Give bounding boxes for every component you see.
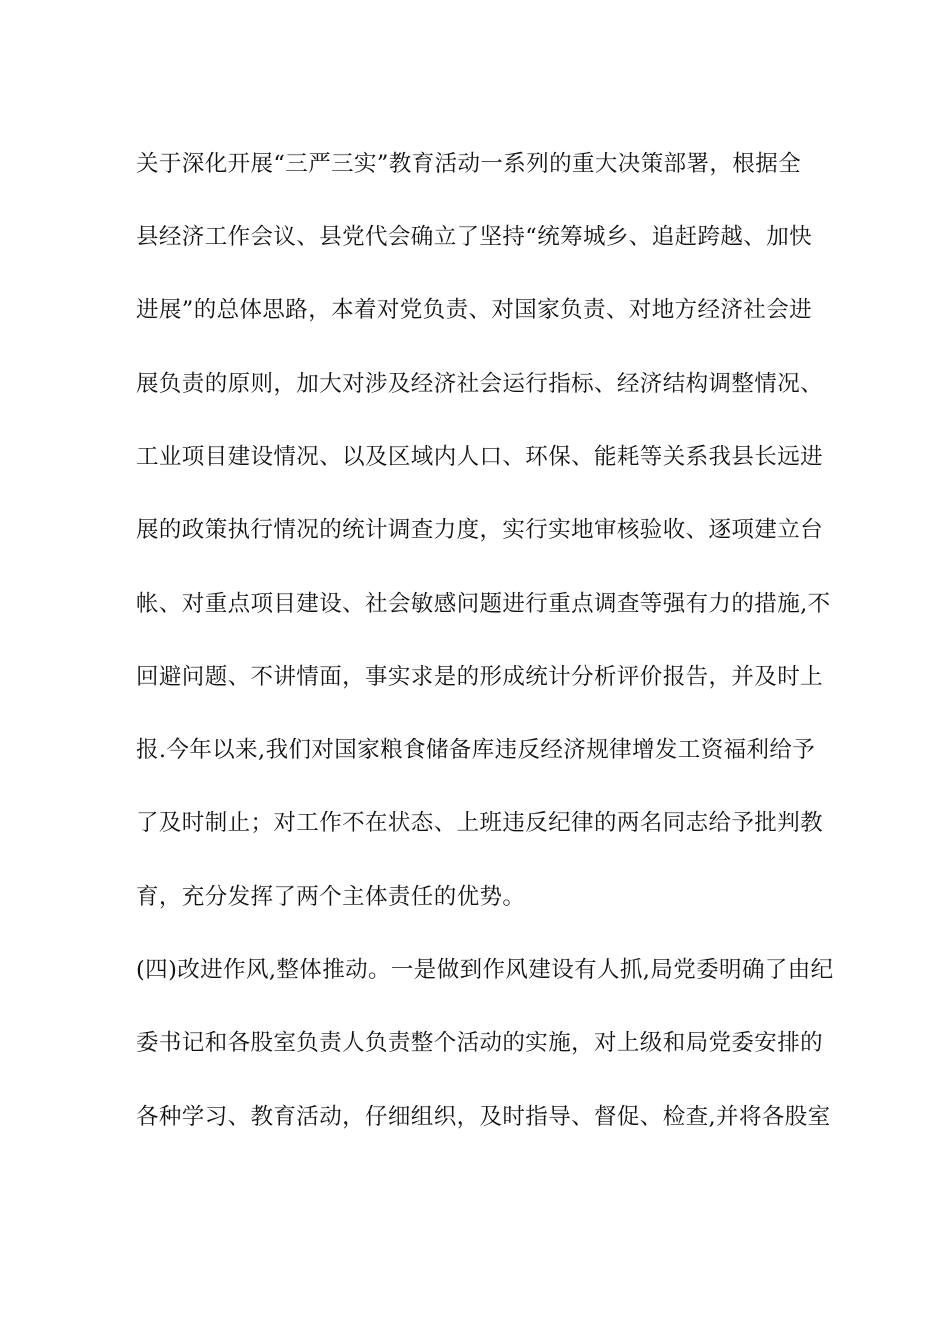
- text-line: 展的政策执行情况的统计调查力度，实行实地审核验收、逐项建立台: [136, 517, 824, 543]
- text-line: 各种学习、教育活动，仔细组织，及时指导、督促、检查,并将各股室: [136, 1104, 831, 1130]
- text-line: 了及时制止；对工作不在状态、上班违反纪律的两名同志给予批判教: [136, 810, 824, 836]
- text-line: 报.今年以来,我们对国家粮食储备库违反经济规律增发工资福利给予: [136, 737, 816, 763]
- text-line: 工业项目建设情况、以及区域内人口、环保、能耗等关系我县长远进: [136, 444, 824, 470]
- text-line: 帐、对重点项目建设、社会敏感问题进行重点调查等强有力的措施,不: [136, 591, 831, 617]
- text-line: 关于深化开展“三严三实”教育活动一系列的重大决策部署，根据全: [136, 151, 802, 177]
- text-line: 委书记和各股室负责人负责整个活动的实施，对上级和局党委安排的: [136, 1030, 824, 1056]
- text-line: 县经济工作会议、县党代会确立了坚持“统筹城乡、追赶跨越、加快: [136, 224, 813, 250]
- text-line: 进展”的总体思路，本着对党负责、对国家负责、对地方经济社会进: [136, 297, 813, 323]
- text-line: 育，充分发挥了两个主体责任的优势。: [136, 884, 526, 910]
- text-line: (四)改进作风,整体推动。一是做到作风建设有人抓,局党委明确了由纪: [136, 957, 834, 983]
- text-line: 回避问题、不讲情面，事实求是的形成统计分析评价报告，并及时上: [136, 664, 824, 690]
- text-line: 展负责的原则，加大对涉及经济社会运行指标、经济结构调整情况、: [136, 371, 824, 397]
